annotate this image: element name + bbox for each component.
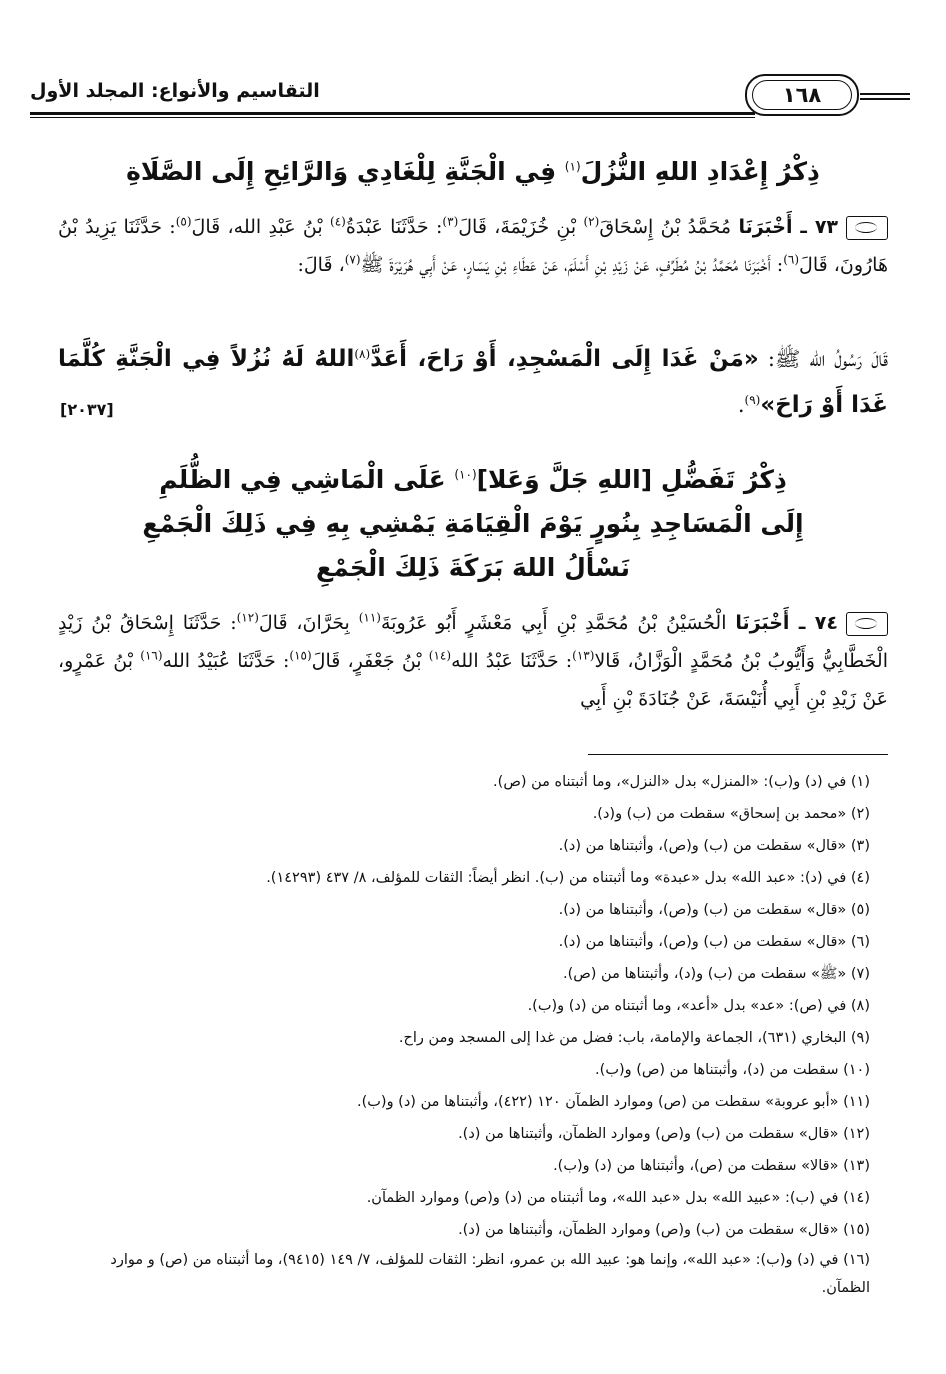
footnote-ref: (١٤) <box>428 648 452 663</box>
isnad-lead: ـ أَخْبَرَنَا <box>735 612 815 634</box>
footnote-ref: (٧) <box>344 252 361 267</box>
footnote-ref: (٦) <box>783 252 800 267</box>
isnad-text: مُحَمَّدُ بْنُ إِسْحَاقَ <box>599 216 739 238</box>
footnotes <box>58 766 870 1302</box>
footnote-ref: (١) <box>564 159 581 174</box>
isnad-lead: ـ أَخْبَرَنَا <box>738 216 815 238</box>
header-rule <box>30 112 755 115</box>
footnote: (٦) «قال» سقطت من (ب) و(ص)، وأثبتناها من (د). <box>558 934 870 950</box>
hadith-73-matn <box>58 336 888 428</box>
footnote-ref: (١١) <box>358 610 381 625</box>
running-title: التقاسيم والأنواع: المجلد الأول <box>30 80 320 102</box>
isnad-text: بْنُ عَمْرٍو، عَنْ زَيْدِ بْنِ أَبِي أُنَيْسَةَ، عَنْ جُنَادَةَ بْنِ أَبِي <box>58 650 888 710</box>
footnote: (٥) «قال» سقطت من (ب) و(ص)، وأثبتناها من (د). <box>558 902 870 918</box>
isnad-text: بْنُ عَبْدِ الله، قَالَ <box>191 216 330 238</box>
matn-text: «مَنْ غَدَا إِلَى الْمَسْجِدِ، أَوْ رَاحَ، أَعَدَّ <box>370 346 759 372</box>
header-rule-thin <box>30 117 755 118</box>
footnote: (١٥) «قال» سقطت من (ب) و(ص) وموارد الظمآن، وأثبتناها من (د). <box>458 1222 870 1238</box>
isnad-text: : أَخْبَرَنَا مُحَمَّدُ بْنُ مُطَرِّفٍ، عَنْ زَيْدِ بْنِ أَسْلَمَ، عَنْ عَطَاءِ بْنِ يَسَارٍ، عَنْ أَبِي هُرَيْرَةَ ﷺ <box>360 254 784 276</box>
footnote-ref: (٨) <box>354 347 371 361</box>
section-heading-1 <box>60 150 886 194</box>
matn-end: . <box>737 393 745 417</box>
hadith-number: ٧٤ <box>814 612 838 634</box>
footnote-ref: (٩) <box>744 393 761 407</box>
footnote-ref: (١٥) <box>289 648 312 663</box>
footnote: (١٣) «قالا» سقطت من (ص)، وأثبتناها من (د) و(ب). <box>553 1158 870 1174</box>
heading-text: ذِكْرُ تَفَضُّلِ [اللهِ جَلَّ وَعَلا] <box>476 465 787 494</box>
footnote: (١) في (د) و(ب): «المنزل» بدل «النزل»، وما أثبتناه من (ص). <box>493 774 870 790</box>
footnote-ref: (١٣) <box>572 648 595 663</box>
footnote-ref: (٢) <box>583 214 600 229</box>
footnote-ref: (١٠) <box>454 467 477 482</box>
hadith-marker-icon <box>846 612 888 636</box>
footnote-ref: (٣) <box>442 214 459 229</box>
heading-text: فِي الْجَنَّةِ لِلْغَادِي وَالرَّائِحِ إِلَى الصَّلَاةِ <box>126 157 565 186</box>
hadith-number: ٧٣ <box>814 216 839 238</box>
isnad-text: : حَدَّثَنَا يَزِيدُ بْنُ هَارُونَ، قَالَ <box>58 216 888 276</box>
footnote-ref: (٥) <box>175 214 192 229</box>
heading-text: ذِكْرُ إِعْدَادِ اللهِ النُّزُلَ <box>580 157 820 186</box>
isnad-text: بِحَرَّانَ، قَالَ <box>258 612 359 634</box>
footnote: (٣) «قال» سقطت من (ب) و(ص)، وأثبتناها من (د). <box>558 838 870 854</box>
isnad-text: : حَدَّثَنَا عَبْدَةُ <box>345 216 443 238</box>
heading-text: عَلَى الْمَاشِي فِي الظُّلَمِ <box>159 465 455 494</box>
footnote: (٢) «محمد بن إسحاق» سقطت من (ب) و(د). <box>592 806 870 822</box>
footnote-ref: (٤) <box>330 214 346 229</box>
matn-text: اللهُ لَهُ نُزُلاً فِي الْجَنَّةِ كُلَّمَا غَدَا أَوْ رَاحَ» <box>58 346 888 418</box>
isnad-text: بْنُ جَعْفَرٍ، قَالَ <box>311 650 429 672</box>
isnad-text: : حَدَّثَنَا عُبَيْدُ الله <box>162 650 290 672</box>
section-heading-2 <box>60 458 886 590</box>
heading-line-3: نَسْأَلُ اللهَ بَرَكَةَ ذَلِكَ الْجَمْعِ <box>316 553 630 582</box>
isnad-text: : حَدَّثَنَا عَبْدُ الله <box>451 650 573 672</box>
page-number-frame <box>745 74 859 116</box>
isnad-text: ، قَالَ: <box>297 254 345 276</box>
page-number: ١٦٨ <box>752 80 852 110</box>
footnote: (١١) «أبو عروبة» سقطت من (ص) وموارد الظمآن ١٢٠ (٤٢٢)، وأثبتناها من (د) و(ب). <box>357 1094 870 1110</box>
footnote-separator <box>588 754 888 755</box>
footnote: (١٢) «قال» سقطت من (ب) و(ص) وموارد الظمآن، وأثبتناها من (د). <box>458 1126 870 1142</box>
footnote: (١٠) سقطت من (د)، وأثبتناها من (ص) و(ب). <box>595 1062 870 1078</box>
hadith-73-isnad <box>58 208 888 284</box>
hadith-marker-icon <box>846 216 888 240</box>
footnote: (٧) «ﷺ» سقطت من (ب) و(د)، وأثبتناها من (ص). <box>562 966 870 982</box>
footnote: (١٦) في (د) و(ب): «عبد الله»، وإنما هو: عبيد الله بن عمرو، انظر: الثقات للمؤلف، ٧/ ١٤٩ (٩٤١٥)، وما أثبتناه من (ص) و موارد الظمآن. <box>110 1252 870 1296</box>
hadith-74-isnad <box>58 604 888 718</box>
footnote: (٨) في (ص): «عد» بدل «أعد»، وما أثبتناه من (د) و(ب). <box>527 998 870 1014</box>
matn-intro: قَالَ رَسُولُ الله ﷺ: <box>758 347 889 371</box>
footnote: (٩) البخاري (٦٣١)، الجماعة والإمامة، باب: فضل من غدا إلى المسجد ومن راح. <box>398 1030 870 1046</box>
isnad-text: بْنِ خُزَيْمَةَ، قَالَ <box>458 216 584 238</box>
isnad-text: : حَدَّثَنَا إِسْحَاقُ بْنُ زَيْدٍ الْخَطَّابِيُّ وَأَيُّوبُ بْنُ مُحَمَّدٍ الْوَزَّانُ، قَالا <box>58 612 888 672</box>
hadith-reference-number: [٢٠٣٧] <box>60 400 114 419</box>
page-number-rule-second <box>860 98 910 100</box>
footnote-ref: (١٢) <box>236 610 259 625</box>
page-header <box>30 70 910 118</box>
heading-line-2: إِلَى الْمَسَاجِدِ بِنُورٍ يَوْمَ الْقِيَامَةِ يَمْشِي بِهِ فِي ذَلِكَ الْجَمْعِ <box>142 509 804 538</box>
page-number-rule <box>860 93 910 95</box>
heading-line-1 <box>60 458 886 502</box>
footnote: (٤) في (د): «عبد الله» بدل «عبدة» وما أثبتناه من (ب). انظر أيضاً: الثقات للمؤلف، ٨/ ٤٣٧ (١٤٢٩٣). <box>266 870 870 886</box>
footnote: (١٤) في (ب): «عبيد الله» بدل «عبد الله»، وما أثبتناه من (د) و(ص) وموارد الظمآن. <box>366 1190 870 1206</box>
isnad-text: الْحُسَيْنُ بْنُ مُحَمَّدِ بْنِ أَبِي مَعْشَرٍ أَبُو عَرُوبَةَ <box>380 612 736 634</box>
footnote-ref: (١٦) <box>140 648 163 663</box>
